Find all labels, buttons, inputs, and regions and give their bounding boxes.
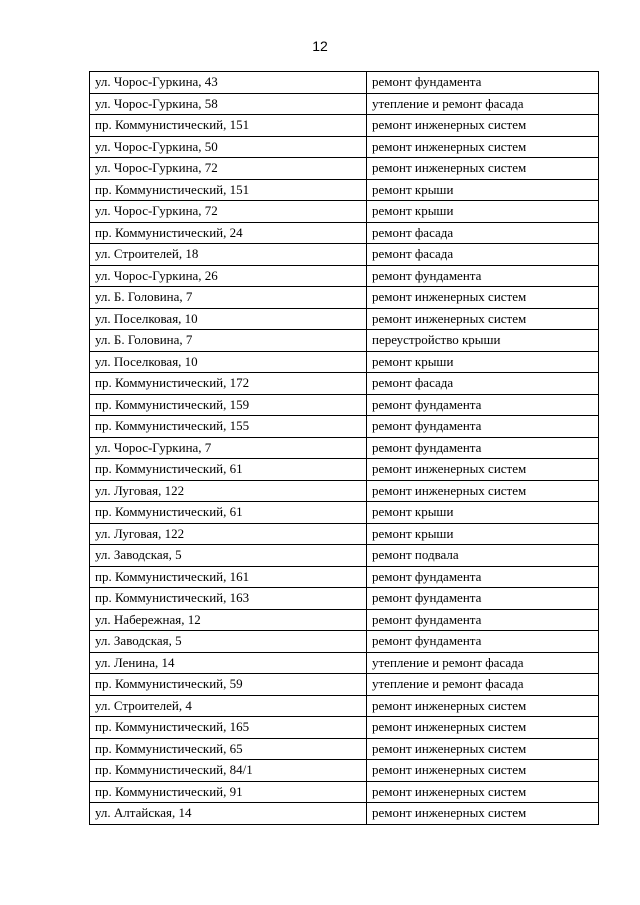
address-cell: пр. Коммунистический, 163 [90,588,367,610]
page-number: 12 [312,38,328,54]
work-type-cell: ремонт инженерных систем [367,738,599,760]
table-row [90,674,599,696]
address-cell: пр. Коммунистический, 172 [90,373,367,395]
table-row [90,502,599,524]
table-row [90,158,599,180]
address-cell: пр. Коммунистический, 151 [90,115,367,137]
table-row [90,631,599,653]
work-type-cell: ремонт инженерных систем [367,158,599,180]
table-row [90,308,599,330]
address-cell: ул. Чорос-Гуркина, 7 [90,437,367,459]
work-type-cell: утепление и ремонт фасада [367,93,599,115]
address-cell: ул. Алтайская, 14 [90,803,367,825]
work-type-cell: ремонт инженерных систем [367,480,599,502]
work-type-cell: утепление и ремонт фасада [367,652,599,674]
address-cell: пр. Коммунистический, 91 [90,781,367,803]
table-row [90,717,599,739]
table-row [90,416,599,438]
work-type-cell: ремонт инженерных систем [367,459,599,481]
address-cell: ул. Строителей, 4 [90,695,367,717]
work-type-cell: ремонт инженерных систем [367,136,599,158]
work-type-cell: ремонт фундамента [367,566,599,588]
table-row [90,136,599,158]
work-type-cell: ремонт фундамента [367,72,599,94]
work-type-cell: ремонт подвала [367,545,599,567]
work-type-cell: ремонт фундамента [367,437,599,459]
work-type-cell: ремонт инженерных систем [367,717,599,739]
table-row [90,523,599,545]
work-type-cell: ремонт инженерных систем [367,308,599,330]
table-row [90,287,599,309]
address-cell: пр. Коммунистический, 151 [90,179,367,201]
work-type-cell: ремонт фундамента [367,609,599,631]
address-cell: пр. Коммунистический, 61 [90,459,367,481]
work-type-cell: ремонт крыши [367,201,599,223]
table-row [90,201,599,223]
table-row [90,738,599,760]
table-row [90,781,599,803]
work-type-cell: ремонт крыши [367,179,599,201]
address-cell: ул. Заводская, 5 [90,545,367,567]
work-type-cell: ремонт фасада [367,244,599,266]
address-cell: пр. Коммунистический, 161 [90,566,367,588]
work-type-cell: ремонт фундамента [367,631,599,653]
table-row [90,760,599,782]
table-row [90,330,599,352]
work-type-cell: ремонт фундамента [367,416,599,438]
address-cell: ул. Чорос-Гуркина, 43 [90,72,367,94]
address-cell: пр. Коммунистический, 61 [90,502,367,524]
table-row [90,72,599,94]
work-type-cell: ремонт инженерных систем [367,115,599,137]
table-row [90,545,599,567]
records-table-body [90,72,599,825]
records-table [89,71,599,825]
address-cell: пр. Коммунистический, 59 [90,674,367,696]
table-row [90,244,599,266]
address-cell: пр. Коммунистический, 24 [90,222,367,244]
address-cell: ул. Чорос-Гуркина, 50 [90,136,367,158]
work-type-cell: ремонт фундамента [367,394,599,416]
table-row [90,803,599,825]
table-row [90,373,599,395]
table-row [90,179,599,201]
address-cell: ул. Б. Головина, 7 [90,287,367,309]
work-type-cell: ремонт крыши [367,523,599,545]
address-cell: ул. Луговая, 122 [90,523,367,545]
table-row [90,652,599,674]
address-cell: ул. Поселковая, 10 [90,308,367,330]
work-type-cell: ремонт инженерных систем [367,760,599,782]
address-cell: пр. Коммунистический, 159 [90,394,367,416]
address-cell: ул. Чорос-Гуркина, 72 [90,158,367,180]
table-row [90,265,599,287]
table-row [90,695,599,717]
address-cell: пр. Коммунистический, 65 [90,738,367,760]
work-type-cell: переустройство крыши [367,330,599,352]
work-type-cell: ремонт крыши [367,502,599,524]
address-cell: ул. Строителей, 18 [90,244,367,266]
work-type-cell: ремонт инженерных систем [367,781,599,803]
table-row [90,609,599,631]
address-cell: пр. Коммунистический, 165 [90,717,367,739]
address-cell: ул. Чорос-Гуркина, 26 [90,265,367,287]
table-row [90,459,599,481]
work-type-cell: утепление и ремонт фасада [367,674,599,696]
work-type-cell: ремонт инженерных систем [367,695,599,717]
address-cell: ул. Чорос-Гуркина, 58 [90,93,367,115]
address-cell: ул. Чорос-Гуркина, 72 [90,201,367,223]
table-row [90,222,599,244]
table-row [90,566,599,588]
address-cell: пр. Коммунистический, 84/1 [90,760,367,782]
table-row [90,93,599,115]
address-cell: пр. Коммунистический, 155 [90,416,367,438]
work-type-cell: ремонт фундамента [367,265,599,287]
table-row [90,480,599,502]
work-type-cell: ремонт фундамента [367,588,599,610]
address-cell: ул. Поселковая, 10 [90,351,367,373]
address-cell: ул. Луговая, 122 [90,480,367,502]
address-cell: ул. Заводская, 5 [90,631,367,653]
table-row [90,351,599,373]
work-type-cell: ремонт фасада [367,373,599,395]
address-cell: ул. Набережная, 12 [90,609,367,631]
work-type-cell: ремонт инженерных систем [367,803,599,825]
address-cell: ул. Ленина, 14 [90,652,367,674]
work-type-cell: ремонт фасада [367,222,599,244]
work-type-cell: ремонт крыши [367,351,599,373]
work-type-cell: ремонт инженерных систем [367,287,599,309]
table-row [90,115,599,137]
table-row [90,588,599,610]
table-row [90,437,599,459]
address-cell: ул. Б. Головина, 7 [90,330,367,352]
table-row [90,394,599,416]
